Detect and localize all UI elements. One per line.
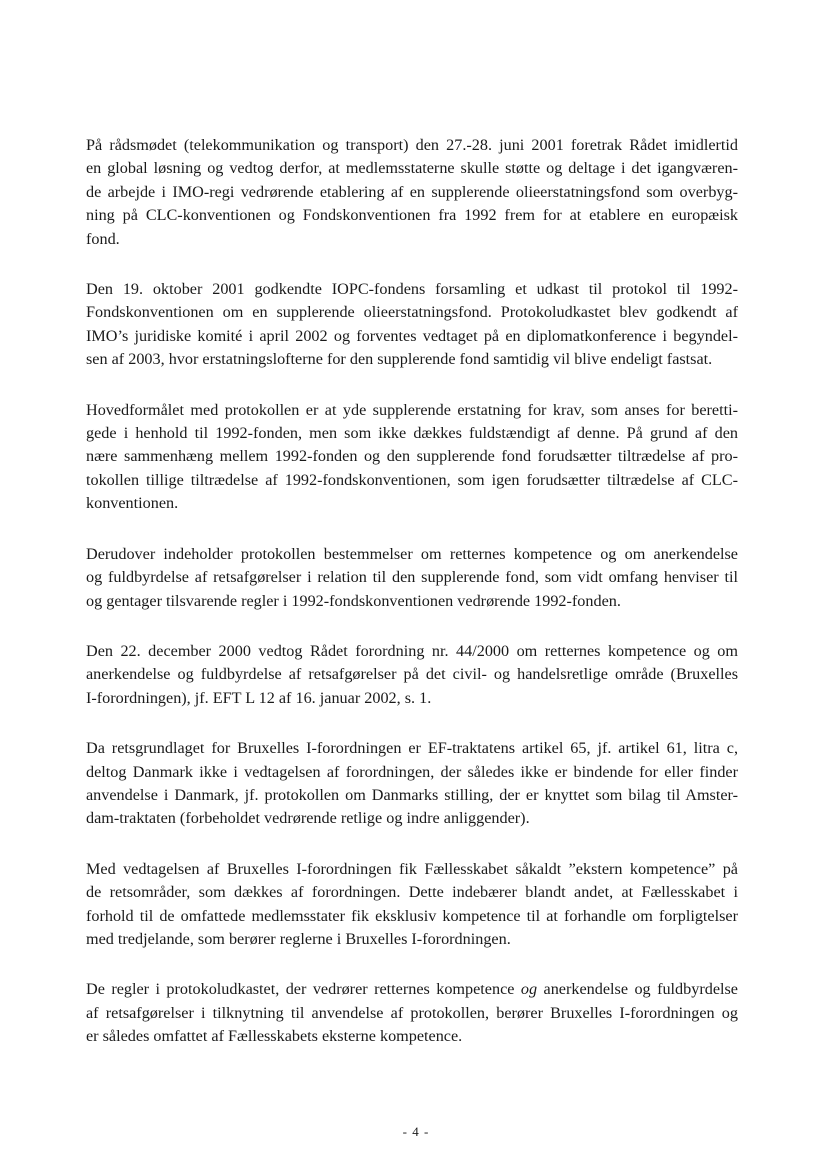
text-line: ning på CLC-konventionen og Fondskonventionen fra 1992 frem for at etablere en europæisk	[86, 206, 738, 225]
text-line: forhold til de omfattede medlemsstater fik eksklusiv kompetence til at forhandle om forpligtelser	[86, 906, 738, 925]
text-line: de arbejde i IMO-regi vedrørende etablering af en supplerende olieerstatningsfond som overbyg-	[86, 182, 738, 201]
text-line: de retsområder, som dækkes af forordningen. Dette indebærer blandt andet, at Fællesskabet i	[86, 883, 738, 902]
paragraph-5	[86, 640, 738, 710]
text-line: nære sammenhæng mellem 1992-fonden og den supplerende fond forudsætter tiltrædelse af pro-	[86, 447, 738, 466]
text-line: Derudover indeholder protokollen bestemmelser om retternes kompetence og om anerkendelse	[86, 544, 738, 563]
text-line: deltog Danmark ikke i vedtagelsen af forordningen, der således ikke er bindende for eller finder	[86, 762, 738, 781]
text-line: IMO’s juridiske komité i april 2002 og forventes vedtaget på en diplomatkonference i begyndel-	[86, 326, 738, 345]
text-line: gede i henhold til 1992-fonden, men som ikke dækkes fuldstændigt af denne. På grund af den	[86, 424, 738, 443]
italic-emphasis: og	[520, 980, 538, 999]
text-line: I-forordningen), jf. EFT L 12 af 16. januar 2002, s. 1.	[86, 688, 432, 707]
text-line: en global løsning og vedtog derfor, at medlemsstaterne skulle støtte og deltage i det igangværen-	[86, 159, 738, 178]
text-line: Hovedformålet med protokollen er at yde supplerende erstatning for krav, som anses for beretti-	[86, 400, 738, 419]
text-line: konventionen.	[86, 494, 179, 513]
text-run: De regler i protokoludkastet, der vedrører retternes kompetence	[86, 980, 521, 999]
paragraph-2	[86, 278, 738, 372]
text-line: med tredjelande, som berører reglerne i Bruxelles I-forordningen.	[86, 929, 511, 948]
text-line: og fuldbyrdelse af retsafgørelser i relation til den supplerende fond, som vidt omfang henviser til	[86, 568, 738, 587]
page-number: - 4 -	[402, 1124, 430, 1139]
text-line: Den 22. december 2000 vedtog Rådet forordning nr. 44/2000 om retternes kompetence og om	[86, 641, 738, 660]
paragraph-4	[86, 543, 738, 613]
text-line: anvendelse i Danmark, jf. protokollen om Danmarks stilling, der er knyttet som bilag til Amster-	[86, 785, 738, 804]
body-text	[86, 134, 738, 1076]
text-line: På rådsmødet (telekommunikation og transport) den 27.-28. juni 2001 foretrak Rådet imidlertid	[86, 136, 738, 154]
text-line: Den 19. oktober 2001 godkendte IOPC-fondens forsamling et udkast til protokol til 1992-	[86, 280, 738, 299]
text-line: er således omfattet af Fællesskabets eksterne kompetence.	[86, 1027, 463, 1046]
text-line: Fondskonventionen om en supplerende olieerstatningsfond. Protokoludkastet blev godkendt af	[86, 303, 738, 322]
text-line: tokollen tillige tiltrædelse af 1992-fondskonventionen, som igen forudsætter tiltrædelse af CLC-	[86, 470, 738, 489]
text-line: Da retsgrundlaget for Bruxelles I-forordningen er EF-traktatens artikel 65, jf. artikel 61, litra c,	[86, 739, 738, 758]
text-line: og gentager tilsvarende regler i 1992-fondskonventionen vedrørende 1992-fonden.	[86, 591, 621, 610]
paragraph-8	[86, 978, 738, 1048]
text-run: anerkendelse og fuldbyrdelse	[537, 980, 738, 999]
paragraph-3	[86, 399, 738, 516]
paragraph-6	[86, 737, 738, 831]
text-line: fond.	[86, 229, 120, 248]
text-line	[86, 978, 738, 1001]
text-line: af retsafgørelser i tilknytning til anvendelse af protokollen, berører Bruxelles I-forordningen og	[86, 1003, 738, 1022]
text-line: dam-traktaten (forbeholdet vedrørende retlige og indre anliggender).	[86, 809, 530, 828]
text-line: Med vedtagelsen af Bruxelles I-forordningen fik Fællesskabet såkaldt ”ekstern kompetence” på	[86, 859, 738, 878]
paragraph-7	[86, 858, 738, 952]
text-line: anerkendelse og fuldbyrdelse af retsafgørelser på det civil- og handelsretlige område (Bruxelles	[86, 665, 738, 684]
text-line: sen af 2003, hvor erstatningslofterne for den supplerende fond samtidig vil blive endeligt fastsat.	[86, 350, 713, 369]
paragraph-1	[86, 134, 738, 251]
